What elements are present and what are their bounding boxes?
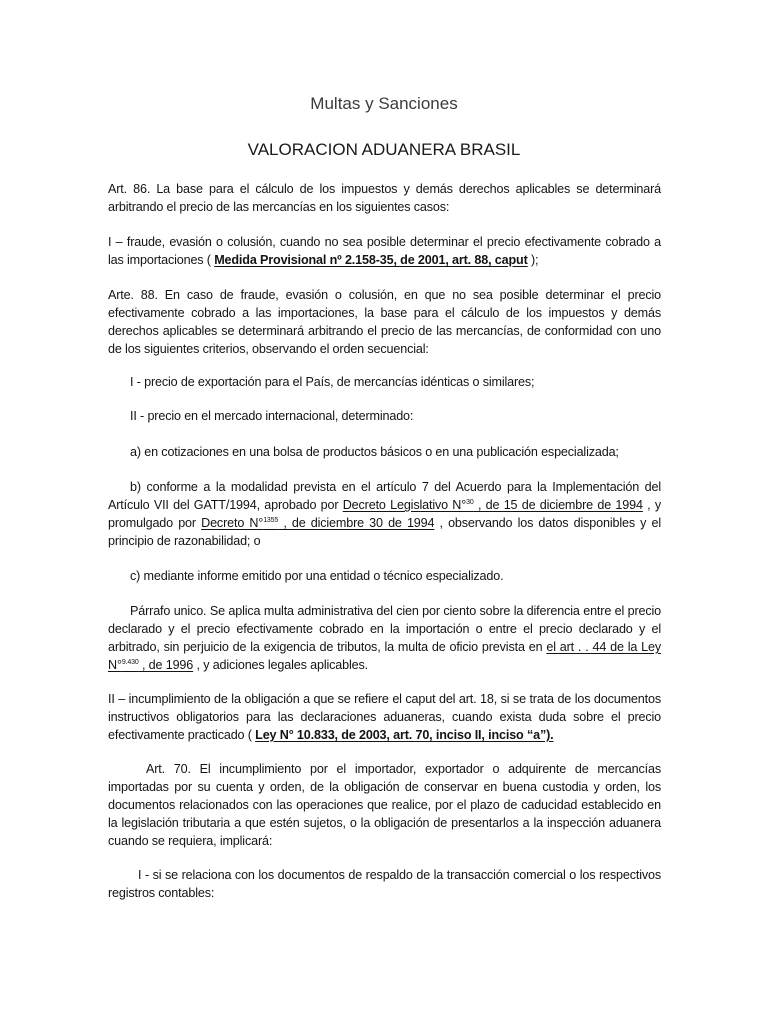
paragraph-art-88 [108, 286, 661, 358]
decreto-label: Decreto N° [201, 516, 264, 530]
decreto-link[interactable] [201, 516, 434, 530]
inciso-b-text-1: b) conforme a la modalidad prevista en el artículo 7 del Acuerdo para la Implementación del Artículo VII del GATT/1994, aprobado por [108, 480, 661, 512]
parrafo-unico-text-2: , y adiciones legales aplicables. [193, 658, 368, 672]
document-subtitle: VALORACION ADUANERA BRASIL [247, 140, 521, 159]
criterio-ii-text: II - precio en el mercado internacional, determinado: [130, 409, 414, 423]
inciso-b-text-2: , y promulgado por [108, 498, 661, 530]
paragraph-inciso-a [108, 443, 661, 461]
art-70-text: Art. 70. El incumplimiento por el importador, exportador o adquirente de mercancías importadas por su cuenta y orden, de la obligación de conservar en buena custodia y orden, los documentos relacionados con las operaciones que realice, por el plazo de caducidad establecido en la legislación tributaria a que estén sujetos, o la obligación de presentarlos a la inspección aduanera cuando se requiera, implicará: [108, 762, 661, 848]
decreto-legislativo-link[interactable] [343, 498, 643, 512]
paragraph-criterio-ii [108, 407, 661, 425]
art-86-text: Art. 86. La base para el cálculo de los impuestos y demás derechos aplicables se determinará arbitrando el precio de las mercancías en los siguientes casos: [108, 182, 661, 214]
ley-9430-date: , de 1996 [138, 658, 194, 672]
ley-10833-link[interactable]: Ley N° 10.833, de 2003, art. 70, inciso II, inciso “a”). [255, 728, 554, 742]
inciso-c-text: c) mediante informe emitido por una entidad o técnico especializado. [130, 569, 504, 583]
decreto-legislativo-date: , de 15 de diciembre de 1994 [473, 498, 643, 512]
criterio-i-text: I - precio de exportación para el País, de mercancías idénticas o similares; [130, 375, 535, 389]
medida-provisional-link[interactable]: Medida Provisional nº 2.158-35, de 2001, art. 88, caput [214, 253, 528, 267]
item-i-text: I – fraude, evasión o colusión, cuando no sea posible determinar el precio efectivamente cobrado a las importaciones ( [108, 235, 661, 267]
paragraph-art-70-i [108, 866, 661, 902]
item-ii-text-1: II – incumplimiento de la obligación a que se refiere el caput del art. 18, si se trata de los documentos instructivos obligatorios para las declaraciones aduaneras, cuando exista duda sobre el precio efectivamente practicado ( [108, 692, 661, 742]
paragraph-item-i [108, 233, 661, 269]
ley-9430-number: 9.430 [121, 659, 139, 666]
decreto-date: , de diciembre 30 de 1994 [278, 516, 435, 530]
paragraph-inciso-b [108, 478, 661, 550]
decreto-legislativo-number: 30 [466, 499, 474, 506]
parrafo-unico-text-1: Párrafo unico. Se aplica multa administrativa del cien por ciento sobre la diferencia entre el precio declarado y el precio efectivamente cobrado en la importación o entre el precio declarado y el arbitrado, sin perjuicio de la exigencia de tributos, la multa de oficio prevista en [108, 604, 661, 654]
decreto-legislativo-label: Decreto Legislativo N° [342, 498, 467, 512]
inciso-b-text-3: , observando los datos disponibles y el principio de razonabilidad; o [108, 516, 661, 548]
art-70-i-text: I - si se relaciona con los documentos de respaldo de la transacción comercial o los respectivos registros contables: [108, 868, 661, 900]
art-88-text: Arte. 88. En caso de fraude, evasión o colusión, en que no sea posible determinar el precio efectivamente cobrado a las importaciones, la base para el cálculo de los impuestos y demás derechos aplicables se determinará arbitrando el precio de las mercancías, de conformidad con uno de los siguientes criterios, observando el orden secuencial: [108, 288, 661, 356]
ley-9430-label: el art . . 44 de la Ley N° [108, 640, 661, 672]
decreto-number: 1355 [263, 517, 279, 524]
paragraph-inciso-c [108, 567, 661, 585]
inciso-a-text: a) en cotizaciones en una bolsa de productos básicos o en una publicación especializada; [130, 445, 619, 459]
paragraph-art-70 [108, 760, 661, 850]
item-i-tail: ); [527, 253, 539, 267]
paragraph-art-86 [108, 180, 661, 216]
paragraph-parrafo-unico [108, 602, 661, 674]
paragraph-item-ii [108, 690, 661, 744]
paragraph-criterio-i [108, 373, 661, 391]
document-title: Multas y Sanciones [310, 94, 458, 113]
